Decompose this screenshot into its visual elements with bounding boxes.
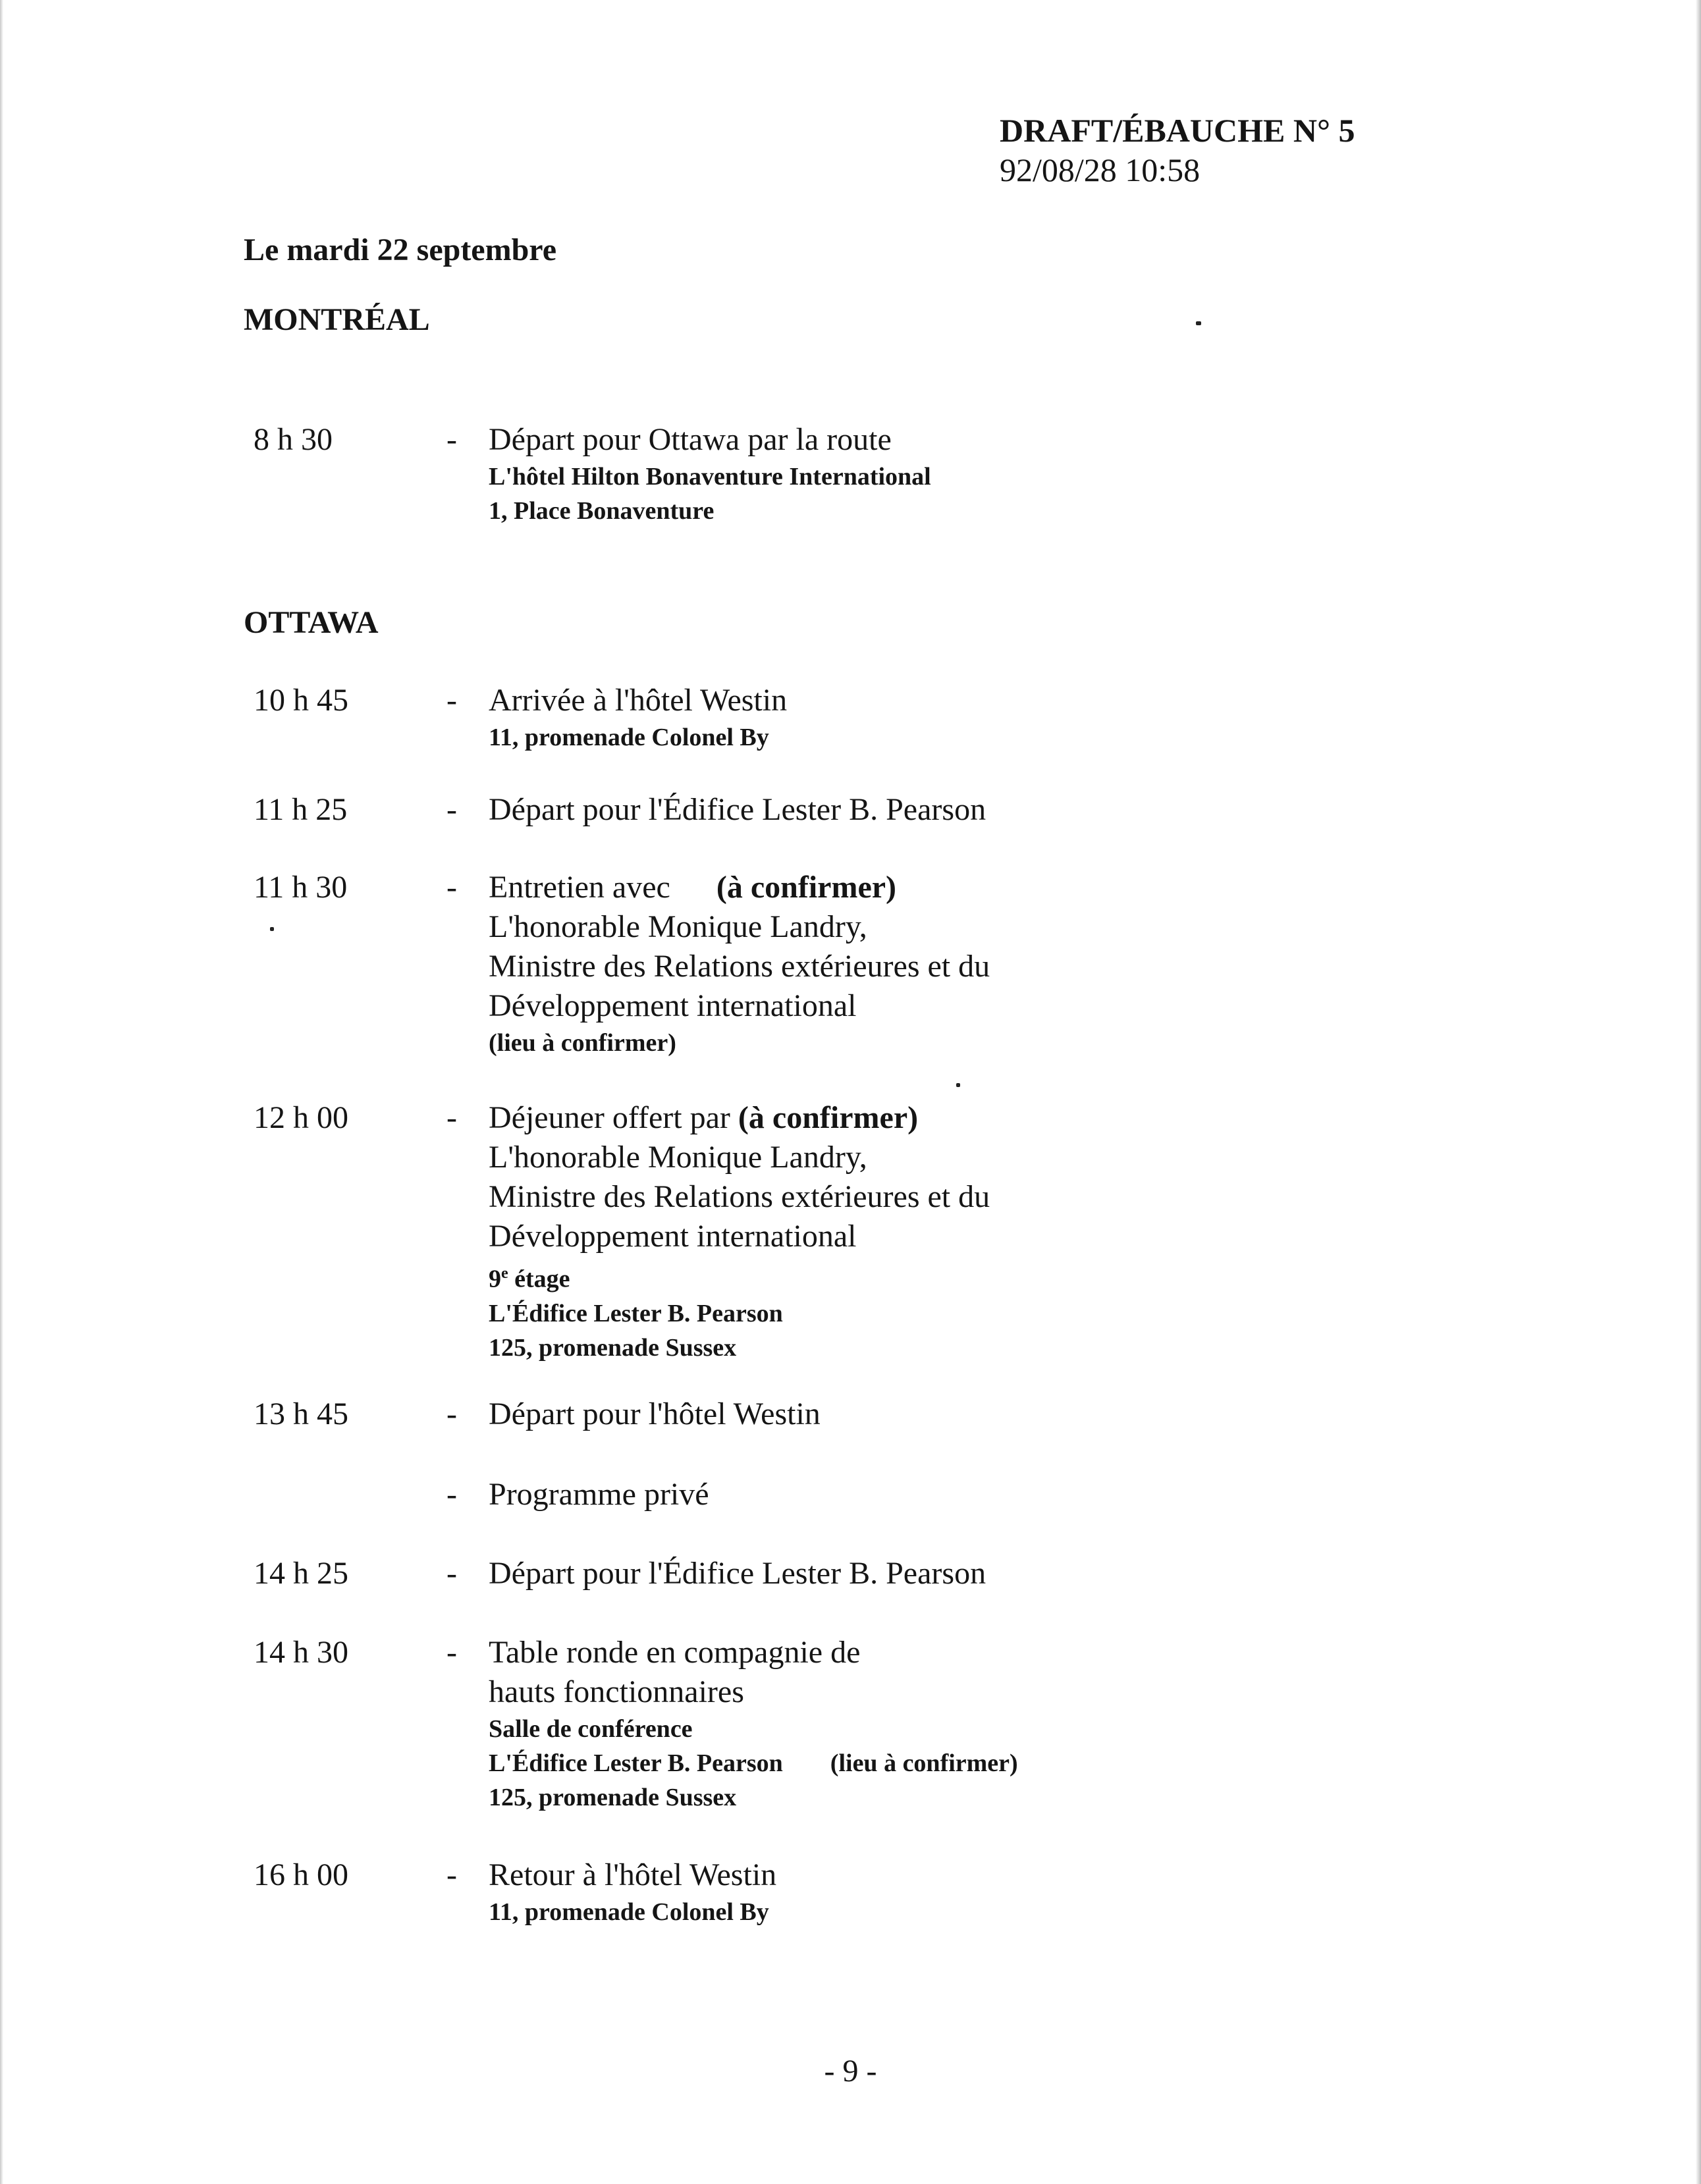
dash: - [446,683,457,718]
event-title-cont: hauts fonctionnaires [489,1674,744,1709]
scan-edge-right [1696,0,1701,2184]
dash: - [446,1556,457,1591]
event-title: Départ pour Ottawa par la route [489,422,892,457]
time-1130: 11 h 30 [254,870,348,905]
event-title: Programme privé [489,1477,709,1512]
event-address: 125, promenade Sussex [489,1784,737,1811]
event-venue: L'Édifice Lester B. Pearson [489,1749,783,1777]
event-title: Départ pour l'Édifice Lester B. Pearson [489,1556,986,1591]
dash: - [446,1397,457,1431]
venue-note: (lieu à confirmer) [489,1029,676,1057]
event-title: Départ pour l'hôtel Westin [489,1397,821,1431]
confirm-note: (à confirmer) [716,870,897,905]
event-title: Déjeuner offert par [489,1100,730,1135]
time-1200: 12 h 00 [254,1100,348,1135]
event-arrival-westin [489,681,787,755]
host-title-cont: Développement international [489,988,857,1023]
scan-speck [1196,321,1201,325]
event-address: 1, Place Bonaventure [489,497,715,525]
event-meeting-landry [489,868,990,1060]
draft-header [1000,111,1355,190]
event-private-program [489,1475,709,1514]
event-title-line [489,1098,990,1138]
time-1600: 16 h 00 [254,1857,348,1892]
venue-note: (lieu à confirmer) [830,1749,1018,1777]
host-title: Ministre des Relations extérieures et du [489,949,990,984]
dash: - [446,1635,457,1670]
scan-edge-left [0,0,3,2184]
event-room: Salle de conférence [489,1715,693,1743]
dash: - [446,792,457,827]
time-1125: 11 h 25 [254,792,348,827]
city-heading-montreal: MONTRÉAL [244,302,430,337]
schedule-date: Le mardi 22 septembre [244,232,557,267]
event-venue: L'Édifice Lester B. Pearson [489,1299,783,1327]
event-title: Retour à l'hôtel Westin [489,1857,777,1892]
time-1345: 13 h 45 [254,1397,348,1431]
host-title-cont: Développement international [489,1219,857,1254]
scan-speck [270,927,274,931]
event-venue: L'hôtel Hilton Bonaventure International [489,463,931,491]
city-heading-ottawa: OTTAWA [244,605,379,640]
event-lunch-landry [489,1098,990,1365]
dash: - [446,1100,457,1135]
event-venue-line [489,1746,1018,1780]
event-title: Arrivée à l'hôtel Westin [489,683,788,718]
scan-speck [956,1083,960,1087]
event-depart-pearson [489,790,986,830]
time-0830: 8 h 30 [254,422,333,457]
host-name: L'honorable Monique Landry, [489,909,867,944]
time-1430: 14 h 30 [254,1635,348,1670]
dash: - [446,1857,457,1892]
event-depart-pearson-2 [489,1554,986,1593]
host-title: Ministre des Relations extérieures et du [489,1179,990,1214]
draft-timestamp: 92/08/28 10:58 [1000,151,1201,188]
event-title-line [489,868,990,907]
event-title: Départ pour l'Édifice Lester B. Pearson [489,792,986,827]
dash: - [446,870,457,905]
event-title: Table ronde en compagnie de [489,1635,861,1670]
event-depart-ottawa [489,420,931,528]
event-depart-westin [489,1395,821,1434]
event-return-westin [489,1855,776,1929]
event-address: 125, promenade Sussex [489,1333,737,1362]
confirm-note: (à confirmer) [738,1100,919,1135]
time-1425: 14 h 25 [254,1556,348,1591]
event-address: 11, promenade Colonel By [489,724,769,751]
page-number: - 9 - [824,2054,877,2089]
dash: - [446,1477,457,1512]
dash: - [446,422,457,457]
event-roundtable [489,1633,1018,1815]
host-name: L'honorable Monique Landry, [489,1140,867,1175]
event-floor: 9e étage [489,1265,570,1293]
time-1045: 10 h 45 [254,683,348,718]
event-title: Entretien avec [489,870,670,905]
draft-number: DRAFT/ÉBAUCHE N° 5 [1000,112,1355,149]
event-address: 11, promenade Colonel By [489,1898,769,1926]
